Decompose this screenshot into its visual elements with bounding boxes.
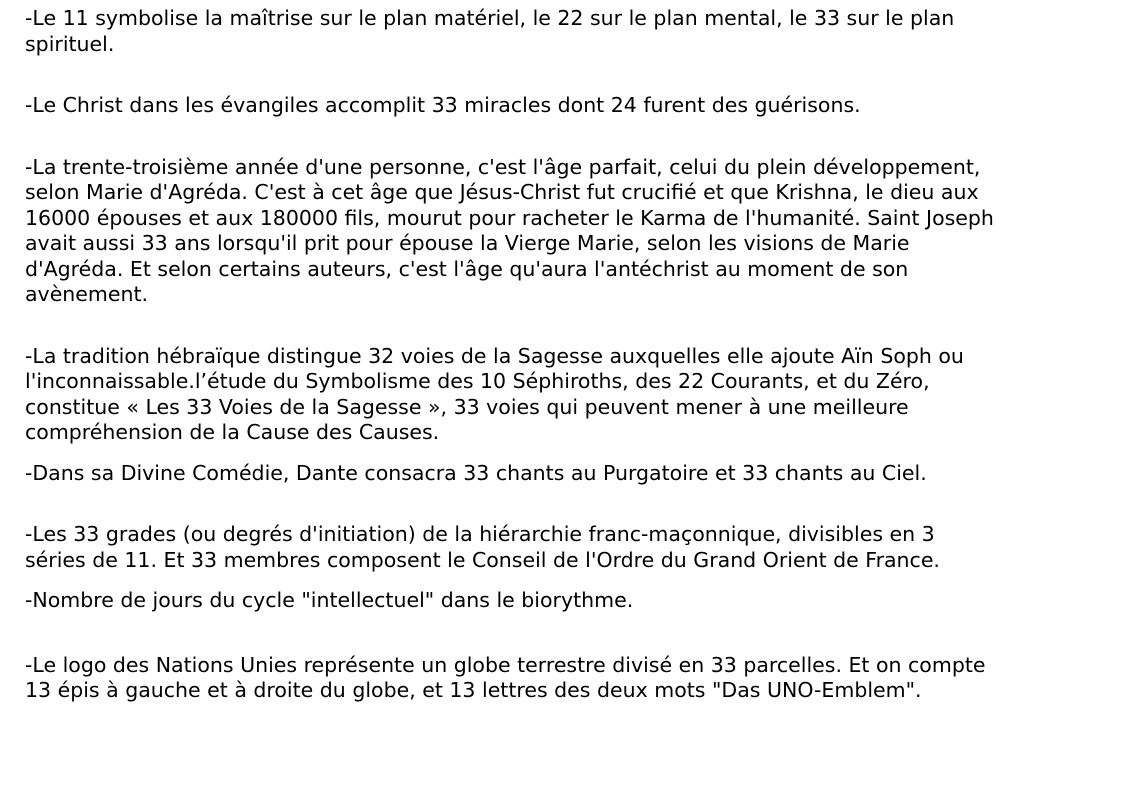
paragraph-franc-maconnerie: -Les 33 grades (ou degrés d'initiation) de la hiérarchie franc-maçonnique, divisibles en 3 séries de 11. Et 33 membres composent le Conseil de l'Ordre du Grand Orient de France.	[25, 522, 940, 572]
paragraph-age-parfait: -La trente-troisième année d'une personne, c'est l'âge parfait, celui du plein développement, selon Marie d'Agréda. C'est à cet âge que Jésus-Christ fut crucifié et que Krishna, le dieu aux 16000 épouses et aux 180000 fils, mourut pour racheter le Karma de l'humanité. Saint Joseph avait aussi 33 ans lorsqu'il prit pour épouse la Vierge Marie, selon les visions de Marie d'Agréda. Et selon certains auteurs, c'est l'âge qu'aura l'antéchrist au moment de son avènement.	[25, 154, 994, 306]
paragraph-christ-miracles: -Le Christ dans les évangiles accomplit 33 miracles dont 24 furent des guérisons.	[25, 93, 861, 117]
document-body	[25, 6, 995, 704]
paragraph-11-22-33: -Le 11 symbolise la maîtrise sur le plan matériel, le 22 sur le plan mental, le 33 sur le plan spirituel.	[25, 6, 955, 56]
paragraph-nations-unies: -Le logo des Nations Unies représente un globe terrestre divisé en 33 parcelles. Et on compte 13 épis à gauche et à droite du globe, et 13 lettres des deux mots "Das UNO-Emblem".	[25, 652, 986, 702]
paragraph-biorythme: -Nombre de jours du cycle "intellectuel" dans le biorythme.	[25, 588, 634, 612]
paragraph-divine-comedie: -Dans sa Divine Comédie, Dante consacra 33 chants au Purgatoire et 33 chants au Ciel.	[25, 460, 927, 485]
paragraph-tradition-hebraique: -La tradition hébraïque distingue 32 voies de la Sagesse auxquelles elle ajoute Aïn Soph ou l'inconnaissable.l’étude du Symbolisme des 10 Séphiroths, des 22 Courants, et du Zéro, constitue « Les 33 Voies de la Sagesse », 33 voies qui peuvent mener à une meilleure compréhension de la Cause des Causes.	[25, 343, 964, 444]
